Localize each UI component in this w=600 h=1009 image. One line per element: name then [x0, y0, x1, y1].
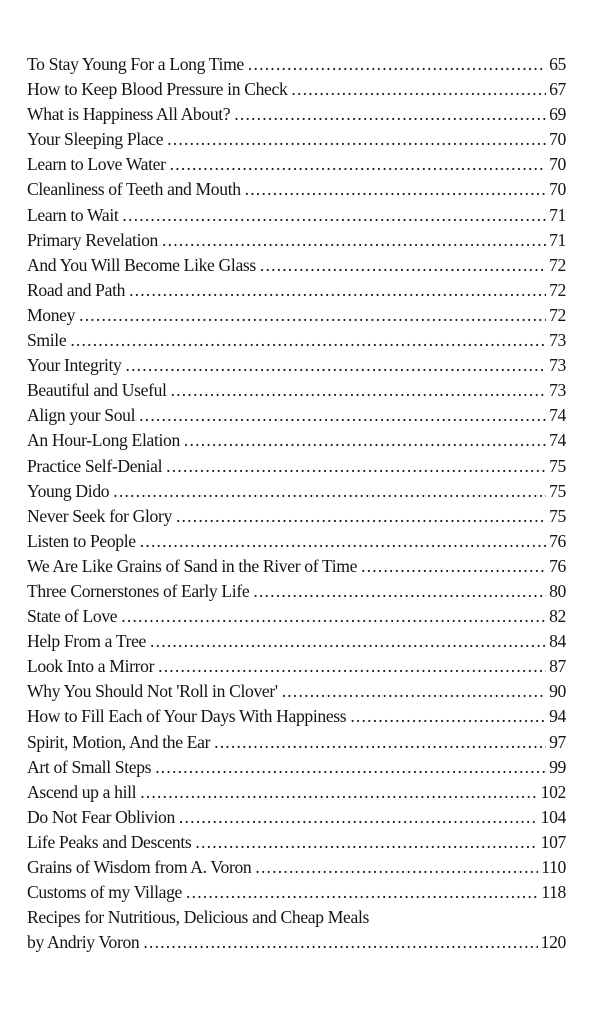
toc-entry-page: 75: [549, 455, 566, 476]
toc-entry-title: Customs of my Village: [27, 882, 182, 903]
toc-entry[interactable]: [27, 604, 566, 629]
toc-entry-page: 107: [540, 831, 566, 852]
toc-entry[interactable]: [27, 654, 566, 679]
dot-leader: [70, 328, 546, 353]
toc-entry[interactable]: [27, 830, 566, 855]
toc-entry[interactable]: [27, 704, 566, 729]
toc-entry-page: 67: [549, 79, 566, 100]
toc-entry[interactable]: [27, 378, 566, 403]
toc-entry-title: Three Cornerstones of Early Life: [27, 580, 250, 601]
dot-leader: [184, 428, 546, 453]
toc-entry[interactable]: [27, 780, 566, 805]
dot-leader: [125, 353, 546, 378]
dot-leader: [255, 855, 538, 880]
toc-entry-page: 73: [549, 380, 566, 401]
toc-entry-title: State of Love: [27, 606, 118, 627]
dot-leader: [253, 579, 546, 604]
toc-entry-page: 70: [549, 129, 566, 150]
toc-entry-title: Life Peaks and Descents: [27, 831, 192, 852]
toc-entry-title: Art of Small Steps: [27, 756, 152, 777]
dot-leader: [234, 102, 546, 127]
toc-entry-title: Help From a Tree: [27, 631, 147, 652]
dot-leader: [176, 504, 546, 529]
toc-entry-page: 104: [540, 806, 566, 827]
toc-entry[interactable]: [27, 629, 566, 654]
toc-entry-page: 74: [549, 405, 566, 426]
toc-entry[interactable]: [27, 805, 566, 830]
toc-entry-title: Ascend up a hill: [27, 781, 137, 802]
toc-entry-title: Learn to Wait: [27, 204, 119, 225]
toc-entry[interactable]: [27, 679, 566, 704]
dot-leader: [214, 730, 546, 755]
toc-entry-title-line1: Recipes for Nutritious, Delicious and Cheap Meals: [27, 907, 369, 928]
toc-entry[interactable]: [27, 529, 566, 554]
dot-leader: [179, 805, 538, 830]
toc-entry-title: Do Not Fear Oblivion: [27, 806, 175, 827]
dot-leader: [140, 529, 546, 554]
toc-entry[interactable]: [27, 454, 566, 479]
toc-entry[interactable]: [27, 152, 566, 177]
toc-entry[interactable]: [27, 554, 566, 579]
toc-entry-page: 94: [549, 706, 566, 727]
toc-entry-page: 70: [549, 154, 566, 175]
toc-entry[interactable]: [27, 855, 566, 880]
dot-leader: [186, 880, 538, 905]
dot-leader: [158, 654, 546, 679]
toc-entry-page: 110: [541, 857, 566, 877]
toc-entry-title: How to Keep Blood Pressure in Check: [27, 79, 288, 100]
dot-leader: [166, 454, 546, 479]
dot-leader: [291, 77, 546, 102]
toc-entry-page: 76: [549, 555, 566, 576]
dot-leader: [155, 755, 546, 780]
toc-entry-title: Never Seek for Glory: [27, 505, 172, 526]
dot-leader: [282, 679, 546, 704]
toc-entry-page: 75: [549, 505, 566, 526]
dot-leader: [260, 253, 546, 278]
dot-leader: [171, 378, 547, 403]
toc-entry-page: 71: [549, 229, 566, 250]
toc-entry-page: 82: [549, 606, 566, 627]
toc-entry-title: Road and Path: [27, 279, 126, 300]
toc-entry[interactable]: [27, 102, 566, 127]
toc-entry-title: Spirit, Motion, And the Ear: [27, 731, 211, 752]
dot-leader: [350, 704, 546, 729]
toc-entry-page: 80: [549, 580, 566, 601]
toc-entry-page: 120: [540, 932, 566, 953]
toc-entry-title: How to Fill Each of Your Days With Happiness: [27, 706, 347, 727]
toc-entry-page: 76: [549, 530, 566, 551]
dot-leader: [361, 554, 546, 579]
dot-leader: [195, 830, 537, 855]
toc-entry[interactable]: [27, 479, 566, 504]
toc-entry-page: 74: [549, 430, 566, 451]
toc-entry-page: 102: [540, 781, 566, 802]
toc-entries: [27, 52, 566, 905]
table-of-contents: [27, 52, 566, 955]
toc-entry-title-line2-row: [27, 930, 566, 955]
dot-leader: [150, 629, 546, 654]
toc-entry-title: Learn to Love Water: [27, 154, 166, 175]
toc-entry[interactable]: [27, 880, 566, 905]
toc-entry-title: Look Into a Mirror: [27, 656, 155, 677]
toc-entry-title: Your Integrity: [27, 355, 122, 376]
toc-entry-title: Practice Self-Denial: [27, 455, 163, 476]
dot-leader: [248, 52, 546, 77]
toc-entry-page: 73: [549, 355, 566, 376]
toc-entry[interactable]: [27, 328, 566, 353]
toc-entry-page: 72: [549, 279, 566, 300]
dot-leader: [121, 604, 546, 629]
toc-entry-page: 97: [549, 731, 566, 752]
toc-entry-title: And You Will Become Like Glass: [27, 254, 256, 275]
dot-leader: [79, 303, 546, 328]
toc-entry[interactable]: [27, 579, 566, 604]
dot-leader: [167, 127, 546, 152]
toc-entry-page: 118: [541, 882, 566, 903]
toc-entry-page: 72: [549, 254, 566, 275]
toc-entry-page: 71: [549, 204, 566, 225]
toc-entry-title: Your Sleeping Place: [27, 129, 164, 150]
toc-entry-title: What is Happiness All About?: [27, 104, 231, 125]
toc-entry-title: Young Dido: [27, 480, 110, 501]
toc-entry[interactable]: [27, 77, 566, 102]
toc-entry[interactable]: [27, 353, 566, 378]
toc-entry-page: 87: [549, 656, 566, 677]
toc-entry-title: Grains of Wisdom from A. Voron: [27, 857, 252, 877]
toc-entry[interactable]: [27, 428, 566, 453]
dot-leader: [113, 479, 546, 504]
dot-leader: [170, 152, 546, 177]
toc-entry-title: Smile: [27, 330, 67, 351]
dot-leader: [140, 780, 537, 805]
toc-entry-title: We Are Like Grains of Sand in the River of Time: [27, 555, 358, 576]
dot-leader: [143, 930, 537, 955]
toc-entry-page: 99: [549, 756, 566, 777]
toc-entry-recipes[interactable]: [27, 905, 566, 955]
toc-entry[interactable]: [27, 203, 566, 228]
toc-entry[interactable]: [27, 177, 566, 202]
toc-entry[interactable]: [27, 504, 566, 529]
dot-leader: [129, 278, 546, 303]
toc-entry-title: Listen to People: [27, 530, 136, 551]
dot-leader: [162, 228, 546, 253]
toc-entry-page: 90: [549, 681, 566, 702]
toc-entry-page: 84: [549, 631, 566, 652]
toc-entry[interactable]: [27, 303, 566, 328]
toc-entry[interactable]: [27, 755, 566, 780]
toc-entry[interactable]: [27, 127, 566, 152]
toc-entry[interactable]: [27, 228, 566, 253]
toc-entry-title: To Stay Young For a Long Time: [27, 54, 244, 74]
toc-entry-title: Why You Should Not 'Roll in Clover': [27, 681, 278, 702]
toc-entry[interactable]: [27, 278, 566, 303]
toc-entry-title: Align your Soul: [27, 405, 136, 426]
toc-entry-title-line2: by Andriy Voron: [27, 932, 140, 953]
toc-entry[interactable]: [27, 52, 566, 77]
toc-entry-page: 75: [549, 480, 566, 501]
toc-entry-title: Beautiful and Useful: [27, 380, 167, 401]
toc-entry-page: 65: [549, 54, 566, 74]
toc-entry[interactable]: [27, 253, 566, 278]
toc-entry-page: 73: [549, 330, 566, 351]
toc-entry[interactable]: [27, 403, 566, 428]
toc-entry-title: An Hour-Long Elation: [27, 430, 180, 451]
dot-leader: [245, 177, 546, 202]
toc-entry-page: 69: [549, 104, 566, 125]
toc-entry-page: 72: [549, 304, 566, 325]
dot-leader: [122, 203, 546, 228]
toc-entry[interactable]: [27, 730, 566, 755]
toc-entry-title: Primary Revelation: [27, 229, 158, 250]
toc-entry-page: 70: [549, 179, 566, 200]
toc-entry-title: Money: [27, 304, 76, 325]
toc-entry-title: Cleanliness of Teeth and Mouth: [27, 179, 241, 200]
dot-leader: [139, 403, 546, 428]
